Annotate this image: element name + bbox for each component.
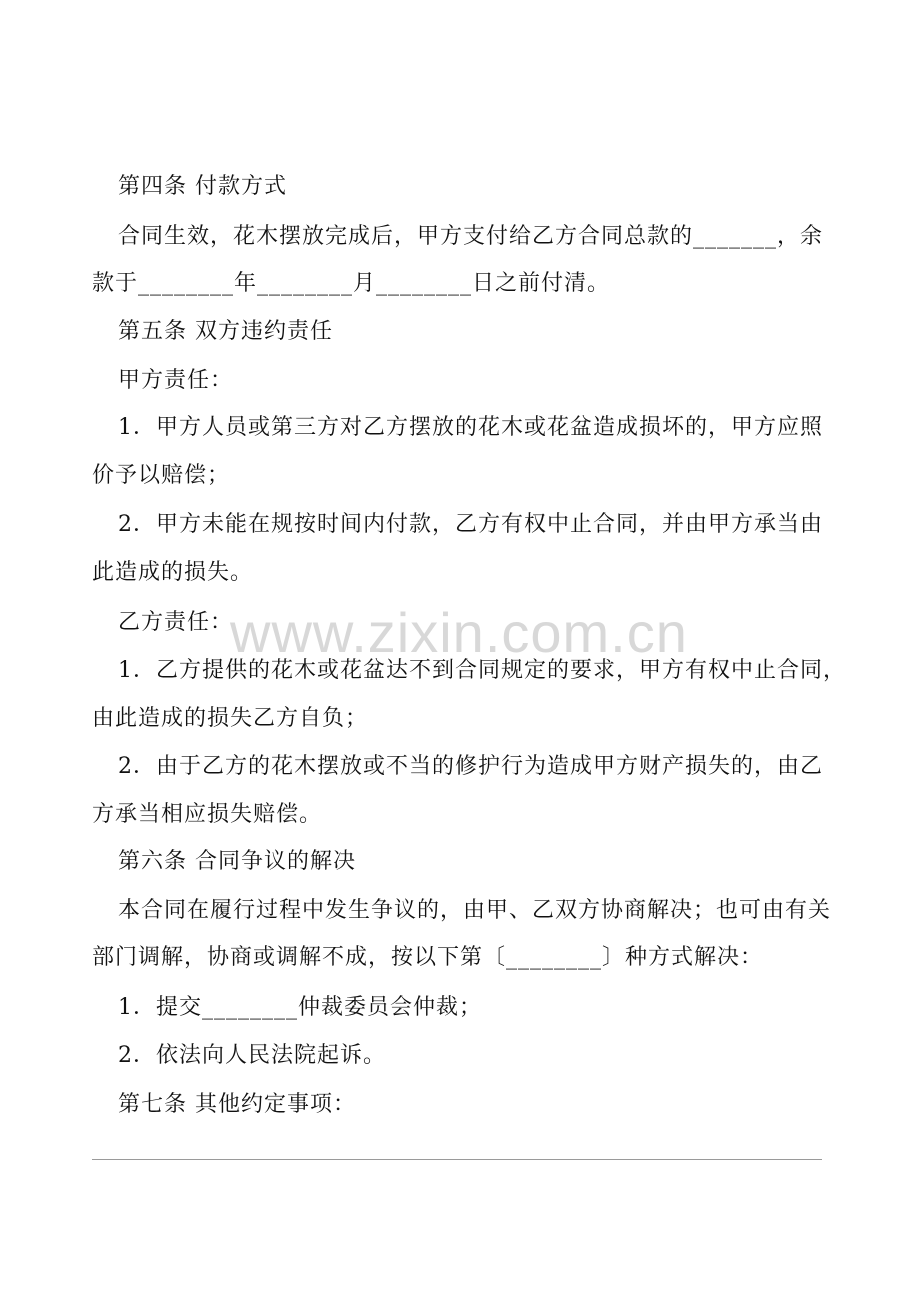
paragraph-line: 合同生效，花木摆放完成后，甲方支付给乙方合同总款的_______，余 xyxy=(118,224,824,249)
section-heading-payment: 第四条 付款方式 xyxy=(118,174,287,199)
section-heading-dispute: 第六条 合同争议的解决 xyxy=(118,849,356,874)
paragraph-line: 1．提交________仲裁委员会仲裁； xyxy=(118,995,482,1020)
paragraph-line: 款于________年________月________日之前付清。 xyxy=(92,271,611,296)
paragraph-line: 2．由于乙方的花木摆放或不当的修护行为造成甲方财产损失的，由乙 xyxy=(118,754,823,779)
subheading-party-a: 甲方责任： xyxy=(118,368,234,393)
subheading-party-b: 乙方责任： xyxy=(118,610,234,635)
section-heading-other-terms: 第七条 其他约定事项： xyxy=(118,1092,356,1117)
section-heading-liability: 第五条 双方违约责任 xyxy=(118,319,333,344)
paragraph-line: 2．依法向人民法院起诉。 xyxy=(118,1043,386,1068)
paragraph-line: 由此造成的损失乙方自负； xyxy=(92,706,369,731)
paragraph-line: 本合同在履行过程中发生争议的，由甲、乙双方协商解决；也可由有关 xyxy=(118,898,832,923)
footer-divider xyxy=(92,1159,822,1160)
watermark: www.zixin.com.cn xyxy=(230,601,688,664)
paragraph-line: 部门调解，协商或调解不成，按以下第〔________〕种方式解决： xyxy=(92,945,764,970)
paragraph-line: 2．甲方未能在规按时间内付款，乙方有权中止合同，并由甲方承当由 xyxy=(118,512,823,537)
paragraph-line: 方承当相应损失赔偿。 xyxy=(92,802,323,827)
paragraph-line: 此造成的损失。 xyxy=(92,560,254,585)
paragraph-line: 价予以赔偿； xyxy=(92,463,231,488)
paragraph-line: 1．甲方人员或第三方对乙方摆放的花木或花盆造成损坏的，甲方应照 xyxy=(118,415,823,440)
paragraph-line: 1．乙方提供的花木或花盆达不到合同规定的要求，甲方有权中止合同， xyxy=(118,658,846,683)
